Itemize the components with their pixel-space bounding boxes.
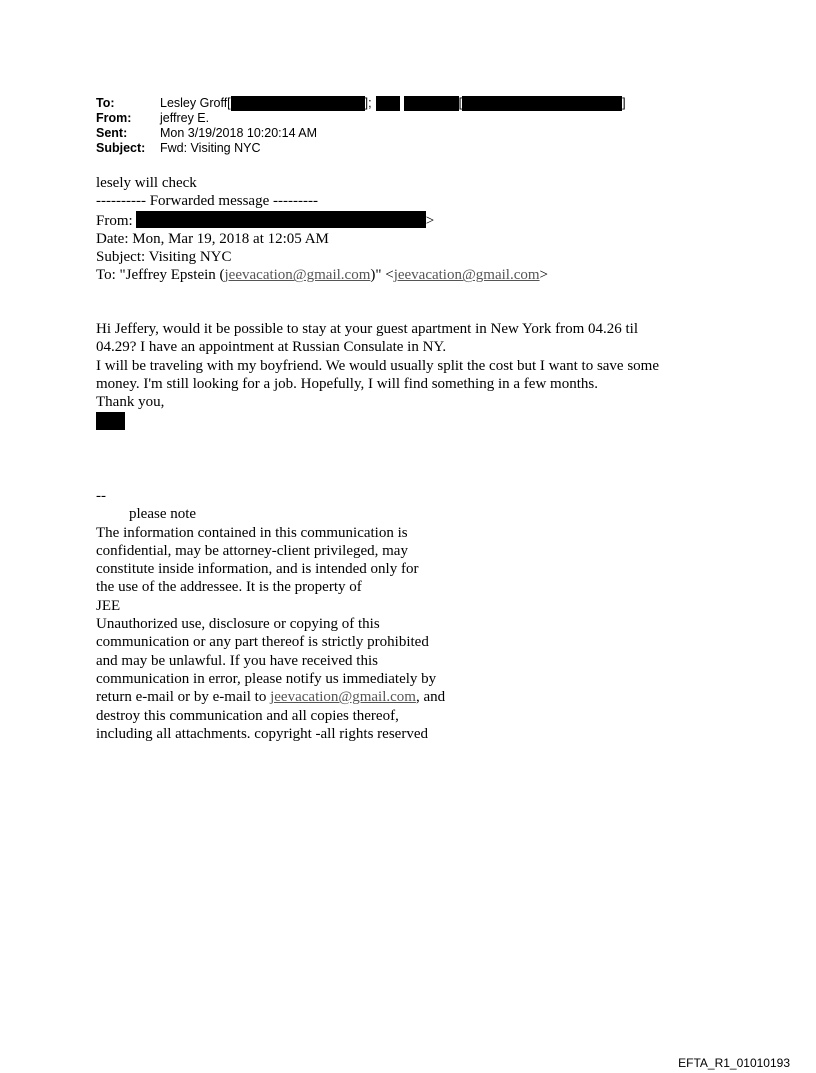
document-id: EFTA_R1_01010193 xyxy=(678,1056,790,1070)
redaction-box xyxy=(404,96,459,111)
notify-prefix: return e-mail or by e-mail to xyxy=(96,689,271,706)
message-line: Thank you, xyxy=(96,394,165,411)
from-value: jeffrey E. xyxy=(160,111,210,125)
fwd-date-line: Date: Mon, Mar 19, 2018 at 12:05 AM xyxy=(96,230,329,247)
redaction-box xyxy=(231,96,365,111)
email-link[interactable]: jeevacation@gmail.com xyxy=(224,267,371,284)
message-line: 04.29? I have an appointment at Russian Consulate in NY. xyxy=(96,339,447,356)
disclaimer-line: The information contained in this communication is xyxy=(96,524,408,541)
fwd-from-line xyxy=(96,211,548,230)
disclaimer-line: and may be unlawful. If you have received this xyxy=(96,652,378,669)
redaction-box xyxy=(376,96,400,111)
forwarded-separator: ---------- Forwarded message --------- xyxy=(96,193,318,210)
disclaimer-line: Unauthorized use, disclosure or copying of this xyxy=(96,616,380,633)
notify-suffix: , and xyxy=(415,689,446,706)
fwd-to-middle: )" < xyxy=(370,267,394,284)
from-row xyxy=(96,111,626,126)
subject-label: Subject: xyxy=(96,141,146,155)
sent-label: Sent: xyxy=(96,126,128,140)
forward-block xyxy=(96,174,548,285)
to-value: Lesley Groff xyxy=(160,96,228,110)
subject-value: Fwd: Visiting NYC xyxy=(160,141,261,155)
from-label: From: xyxy=(96,111,132,125)
disclaimer-line: destroy this communication and all copies thereof, xyxy=(96,707,399,724)
bracket-close: ]; xyxy=(364,96,372,110)
email-link[interactable]: jeevacation@gmail.com xyxy=(393,267,540,284)
sent-row xyxy=(96,126,626,141)
message-line: Hi Jeffery, would it be possible to stay at your guest apartment in New York from 04.26 til xyxy=(96,321,639,337)
message-body xyxy=(96,320,659,434)
reply-note: lesely will check xyxy=(96,175,197,191)
please-note: please note xyxy=(129,506,197,523)
fwd-to-line xyxy=(96,266,548,284)
bracket-open: [ xyxy=(227,96,231,110)
redaction-box xyxy=(136,211,426,228)
signature-block xyxy=(96,487,445,743)
fwd-to-suffix: > xyxy=(539,267,548,284)
bracket-close: ] xyxy=(622,96,626,110)
disclaimer-line: the use of the addressee. It is the property of xyxy=(96,579,362,596)
disclaimer-notify-line xyxy=(96,688,445,706)
disclaimer-line: including all attachments. copyright -all rights reserved xyxy=(96,725,428,742)
disclaimer-line: communication or any part thereof is strictly prohibited xyxy=(96,634,429,651)
to-label: To: xyxy=(96,96,115,110)
fwd-from-label: From: xyxy=(96,212,133,229)
fwd-subject-line: Subject: Visiting NYC xyxy=(96,249,232,266)
disclaimer-line: communication in error, please notify us immediately by xyxy=(96,670,437,687)
email-link[interactable]: jeevacation@gmail.com xyxy=(270,689,416,706)
message-line: I will be traveling with my boyfriend. We would usually split the cost but I want to save some xyxy=(96,357,660,374)
sent-value: Mon 3/19/2018 10:20:14 AM xyxy=(160,126,318,140)
redaction-box xyxy=(96,412,125,430)
bracket-open: [ xyxy=(458,96,463,110)
disclaimer-line: constitute inside information, and is intended only for xyxy=(96,561,419,578)
email-header xyxy=(96,96,626,156)
disclaimer-line: JEE xyxy=(96,597,121,614)
to-row xyxy=(96,96,626,111)
fwd-to-prefix: To: "Jeffrey Epstein ( xyxy=(96,267,225,284)
fwd-from-end: > xyxy=(425,212,435,229)
message-line: money. I'm still looking for a job. Hopefully, I will find something in a few months. xyxy=(96,375,598,392)
subject-row xyxy=(96,141,626,156)
redaction-box xyxy=(462,96,622,111)
disclaimer-line: confidential, may be attorney-client privileged, may xyxy=(96,542,408,559)
signature-dashes: -- xyxy=(96,488,106,504)
